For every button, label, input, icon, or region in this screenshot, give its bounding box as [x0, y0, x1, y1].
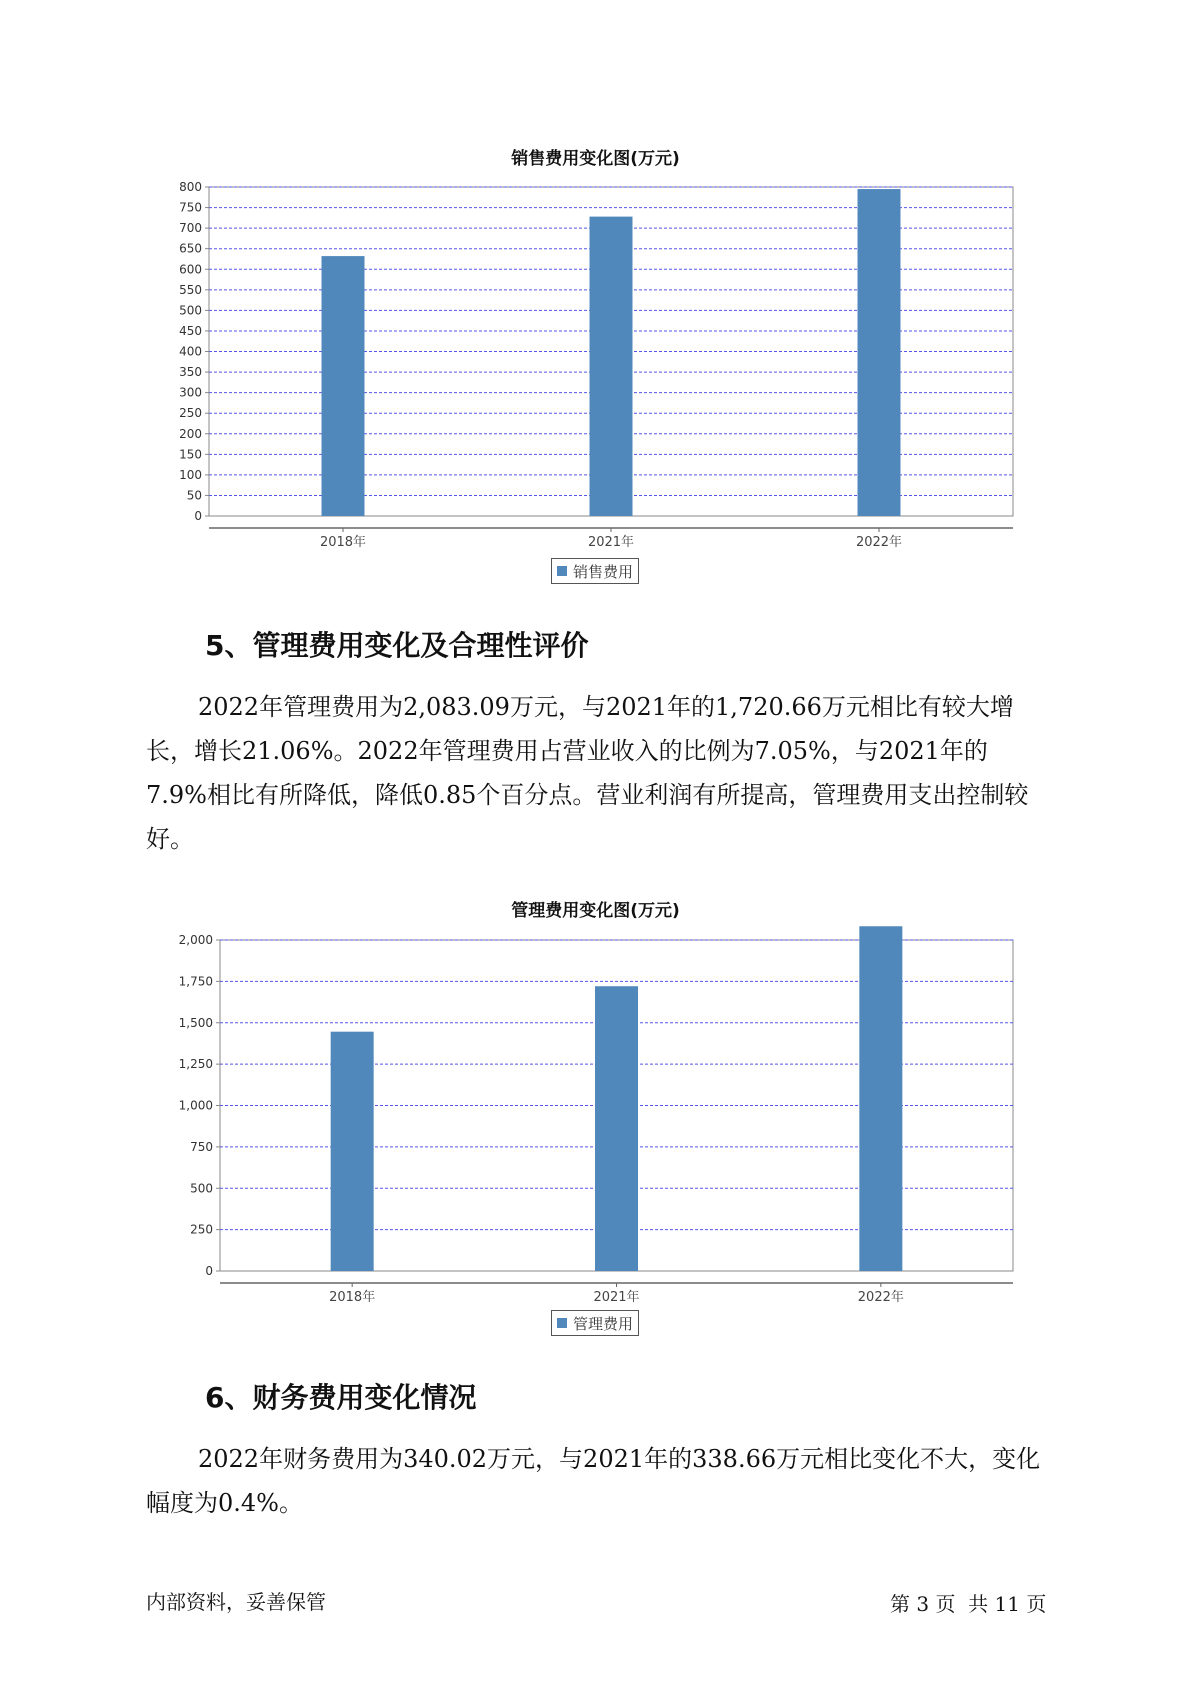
footer-page-number: 第 3 页 共 11 页 — [890, 1592, 1047, 1616]
section-6-heading: 6、财务费用变化情况 — [205, 1381, 477, 1414]
bar-2018年 — [331, 1032, 374, 1271]
y-tick-label: 600 — [179, 262, 202, 277]
y-tick-label: 800 — [179, 180, 202, 194]
y-tick-label: 150 — [179, 447, 202, 462]
y-tick-label: 500 — [190, 1181, 213, 1196]
y-tick-label: 500 — [179, 303, 202, 318]
y-tick-label: 0 — [194, 509, 202, 523]
chart-1-legend — [551, 558, 639, 584]
chart-2-legend — [551, 1310, 639, 1336]
y-tick-label: 550 — [179, 282, 202, 297]
chart-2-svg — [0, 920, 1191, 1320]
chart-2-title: 管理费用变化图(万元) — [511, 901, 680, 921]
footer-confidential: 内部资料，妥善保管 — [146, 1590, 326, 1614]
y-tick-label: 750 — [190, 1139, 213, 1154]
y-tick-label: 2,000 — [178, 933, 213, 947]
chart-2-legend-label: 管理费用 — [573, 1314, 634, 1333]
y-tick-label: 200 — [179, 426, 202, 441]
x-tick-label: 2018年 — [319, 535, 367, 550]
y-tick-label: 1,250 — [178, 1057, 213, 1072]
x-tick-label: 2022年 — [855, 535, 903, 550]
chart-1-legend-label: 销售费用 — [573, 562, 634, 581]
x-tick-label: 2022年 — [857, 1290, 904, 1305]
legend-swatch-icon — [557, 566, 567, 576]
y-tick-label: 0 — [205, 1264, 213, 1278]
bar-2022年 — [859, 926, 902, 1271]
y-tick-label: 400 — [179, 344, 202, 359]
chart-1-svg — [0, 0, 1191, 560]
y-tick-label: 1,500 — [178, 1015, 213, 1030]
bar-2022年 — [858, 189, 901, 516]
y-tick-label: 250 — [179, 406, 202, 421]
y-tick-label: 750 — [179, 200, 202, 215]
y-tick-label: 1,000 — [178, 1098, 213, 1113]
section-6-paragraph: 2022年财务费用为340.02万元，与2021年的338.66万元相比变化不大，变化幅度为0.4%。 — [146, 1445, 1041, 1517]
legend-swatch-icon — [557, 1318, 567, 1328]
y-tick-label: 450 — [179, 323, 202, 338]
y-tick-label: 1,750 — [178, 974, 213, 989]
x-tick-label: 2021年 — [587, 535, 635, 550]
x-tick-label: 2018年 — [329, 1290, 376, 1305]
bar-2018年 — [322, 256, 365, 516]
y-tick-label: 700 — [179, 221, 202, 236]
section-5-heading: 5、管理费用变化及合理性评价 — [205, 629, 589, 662]
y-tick-label: 300 — [179, 385, 202, 400]
y-tick-label: 50 — [186, 488, 202, 503]
x-tick-label: 2021年 — [593, 1290, 640, 1305]
y-tick-label: 650 — [179, 241, 202, 256]
section-5-paragraph: 2022年管理费用为2,083.09万元，与2021年的1,720.66万元相比有较大增长，增长21.06%。2022年管理费用占营业收入的比例为7.05%，与2021年的7.9%相比有所降低，降低0.85个百分点。营业利润有所提高，管理费用支出控制较好。 — [146, 693, 1029, 853]
bar-2021年 — [595, 986, 638, 1271]
y-tick-label: 350 — [179, 365, 202, 380]
bar-2021年 — [590, 217, 633, 516]
y-tick-label: 250 — [190, 1222, 213, 1237]
y-tick-label: 100 — [179, 467, 202, 482]
chart-1-title: 销售费用变化图(万元) — [511, 149, 680, 169]
